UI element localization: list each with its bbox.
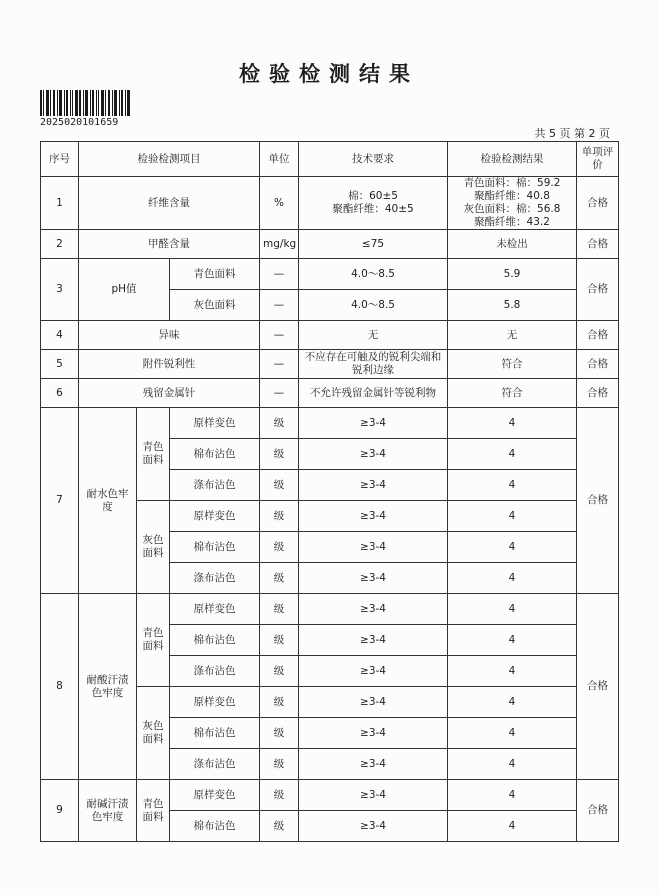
header-seq: 序号 [41,142,79,177]
result-line: 聚酯纤维：40.8 [474,190,550,202]
result-cell: 符合 [448,379,577,408]
judgement-cell: 合格 [577,780,619,842]
table-row [41,230,619,259]
test-name-cell: 棉布沾色 [170,439,260,470]
serial-number: 2025020101659 [40,117,119,128]
item-cell: 耐水色牢度 [79,408,137,594]
requirement-cell: ≥3-4 [299,687,448,718]
result-cell: 4 [448,532,577,563]
test-name-cell: 涤布沾色 [170,563,260,594]
judgement-cell: 合格 [577,379,619,408]
test-name-cell: 棉布沾色 [170,625,260,656]
requirement-line: 聚酯纤维：40±5 [332,203,414,215]
item-cell: 甲醛含量 [79,230,260,259]
header-result: 检验检测结果 [448,142,577,177]
unit-cell: 级 [260,718,299,749]
seq-cell: 8 [41,594,79,780]
result-cell: 无 [448,321,577,350]
table-row [41,379,619,408]
test-name-cell: 原样变色 [170,408,260,439]
result-cell: 5.9 [448,259,577,290]
requirement-cell [299,177,448,230]
judgement-cell: 合格 [577,177,619,230]
requirement-cell: 4.0～8.5 [299,290,448,321]
test-name-cell: 棉布沾色 [170,532,260,563]
header-unit: 单位 [260,142,299,177]
requirement-cell: 无 [299,321,448,350]
judgement-cell: 合格 [577,230,619,259]
unit-cell: 级 [260,501,299,532]
test-name-cell: 涤布沾色 [170,470,260,501]
requirement-cell: 4.0～8.5 [299,259,448,290]
result-cell: 5.8 [448,290,577,321]
requirement-cell: ≥3-4 [299,439,448,470]
item-cell: 耐碱汗渍色牢度 [79,780,137,842]
table-row [41,780,619,811]
result-cell: 4 [448,439,577,470]
requirement-cell: ≥3-4 [299,470,448,501]
seq-cell: 7 [41,408,79,594]
unit-cell: — [260,321,299,350]
result-line: 灰色面料：棉：56.8 [463,203,561,215]
result-cell: 4 [448,811,577,842]
seq-cell: 5 [41,350,79,379]
test-name-cell: 原样变色 [170,780,260,811]
judgement-cell: 合格 [577,259,619,321]
result-cell: 4 [448,625,577,656]
test-name-cell: 原样变色 [170,594,260,625]
item-cell: 附件锐利性 [79,350,260,379]
judgement-cell: 合格 [577,594,619,780]
requirement-cell: ≥3-4 [299,625,448,656]
table-row [41,321,619,350]
unit-cell: % [260,177,299,230]
seq-cell: 4 [41,321,79,350]
seq-cell: 1 [41,177,79,230]
item-cell: 耐酸汗渍色牢度 [79,594,137,780]
sub-label-cell: 灰色面料 [170,290,260,321]
result-cell: 未检出 [448,230,577,259]
result-cell: 4 [448,408,577,439]
barcode [40,90,130,116]
result-cell: 4 [448,501,577,532]
test-name-cell: 原样变色 [170,687,260,718]
requirement-cell: ≤75 [299,230,448,259]
unit-cell: 级 [260,656,299,687]
table-row [41,350,619,379]
unit-cell: 级 [260,687,299,718]
unit-cell: 级 [260,625,299,656]
test-name-cell: 原样变色 [170,501,260,532]
item-cell: pH值 [79,259,170,321]
test-name-cell: 棉布沾色 [170,718,260,749]
result-cell: 4 [448,594,577,625]
seq-cell: 2 [41,230,79,259]
item-cell: 纤维含量 [79,177,260,230]
fabric-label-cell: 青色面料 [137,408,170,501]
result-line: 聚酯纤维：43.2 [474,216,550,228]
requirement-cell: ≥3-4 [299,718,448,749]
unit-cell: 级 [260,811,299,842]
unit-cell: 级 [260,563,299,594]
fabric-label-cell: 青色面料 [137,594,170,687]
unit-cell: 级 [260,470,299,501]
judgement-cell: 合格 [577,350,619,379]
requirement-cell: ≥3-4 [299,594,448,625]
item-cell: 残留金属针 [79,379,260,408]
fabric-label-cell: 灰色面料 [137,687,170,780]
unit-cell: mg/kg [260,230,299,259]
requirement-cell: ≥3-4 [299,501,448,532]
sub-label-cell: 青色面料 [170,259,260,290]
result-cell: 4 [448,749,577,780]
result-line: 青色面料：棉：59.2 [463,177,561,189]
result-cell: 4 [448,563,577,594]
result-cell: 符合 [448,350,577,379]
seq-cell: 6 [41,379,79,408]
requirement-cell: ≥3-4 [299,532,448,563]
results-table [40,141,619,842]
requirement-cell: ≥3-4 [299,408,448,439]
requirement-cell: ≥3-4 [299,811,448,842]
table-row [41,408,619,439]
header-row [41,142,619,177]
seq-cell: 3 [41,259,79,321]
requirement-cell: ≥3-4 [299,563,448,594]
unit-cell: — [260,259,299,290]
result-cell: 4 [448,718,577,749]
result-cell: 4 [448,780,577,811]
table-row [41,259,619,290]
seq-cell: 9 [41,780,79,842]
result-cell: 4 [448,687,577,718]
unit-cell: — [260,290,299,321]
item-cell: 异味 [79,321,260,350]
page-indicator: 共 5 页 第 2 页 [534,127,610,140]
unit-cell: 级 [260,749,299,780]
table-row [41,594,619,625]
header-judgement: 单项评价 [577,142,619,177]
header-requirement: 技术要求 [299,142,448,177]
test-name-cell: 涤布沾色 [170,749,260,780]
unit-cell: — [260,379,299,408]
result-cell: 4 [448,656,577,687]
judgement-cell: 合格 [577,321,619,350]
test-name-cell: 棉布沾色 [170,811,260,842]
report-title: 检验检测结果 [239,62,419,86]
requirement-cell: 不允许残留金属针等锐利物 [299,379,448,408]
requirement-cell: 不应存在可触及的锐利尖端和锐利边缘 [299,350,448,379]
unit-cell: 级 [260,594,299,625]
header-item: 检验检测项目 [79,142,260,177]
unit-cell: — [260,350,299,379]
unit-cell: 级 [260,439,299,470]
requirement-cell: ≥3-4 [299,780,448,811]
unit-cell: 级 [260,780,299,811]
fabric-label-cell: 青色面料 [137,780,170,842]
fabric-label-cell: 灰色面料 [137,501,170,594]
result-cell [448,177,577,230]
test-name-cell: 涤布沾色 [170,656,260,687]
unit-cell: 级 [260,532,299,563]
judgement-cell: 合格 [577,408,619,594]
result-cell: 4 [448,470,577,501]
table-row [41,177,619,230]
requirement-cell: ≥3-4 [299,656,448,687]
requirement-cell: ≥3-4 [299,749,448,780]
unit-cell: 级 [260,408,299,439]
requirement-line: 棉：60±5 [348,190,398,202]
